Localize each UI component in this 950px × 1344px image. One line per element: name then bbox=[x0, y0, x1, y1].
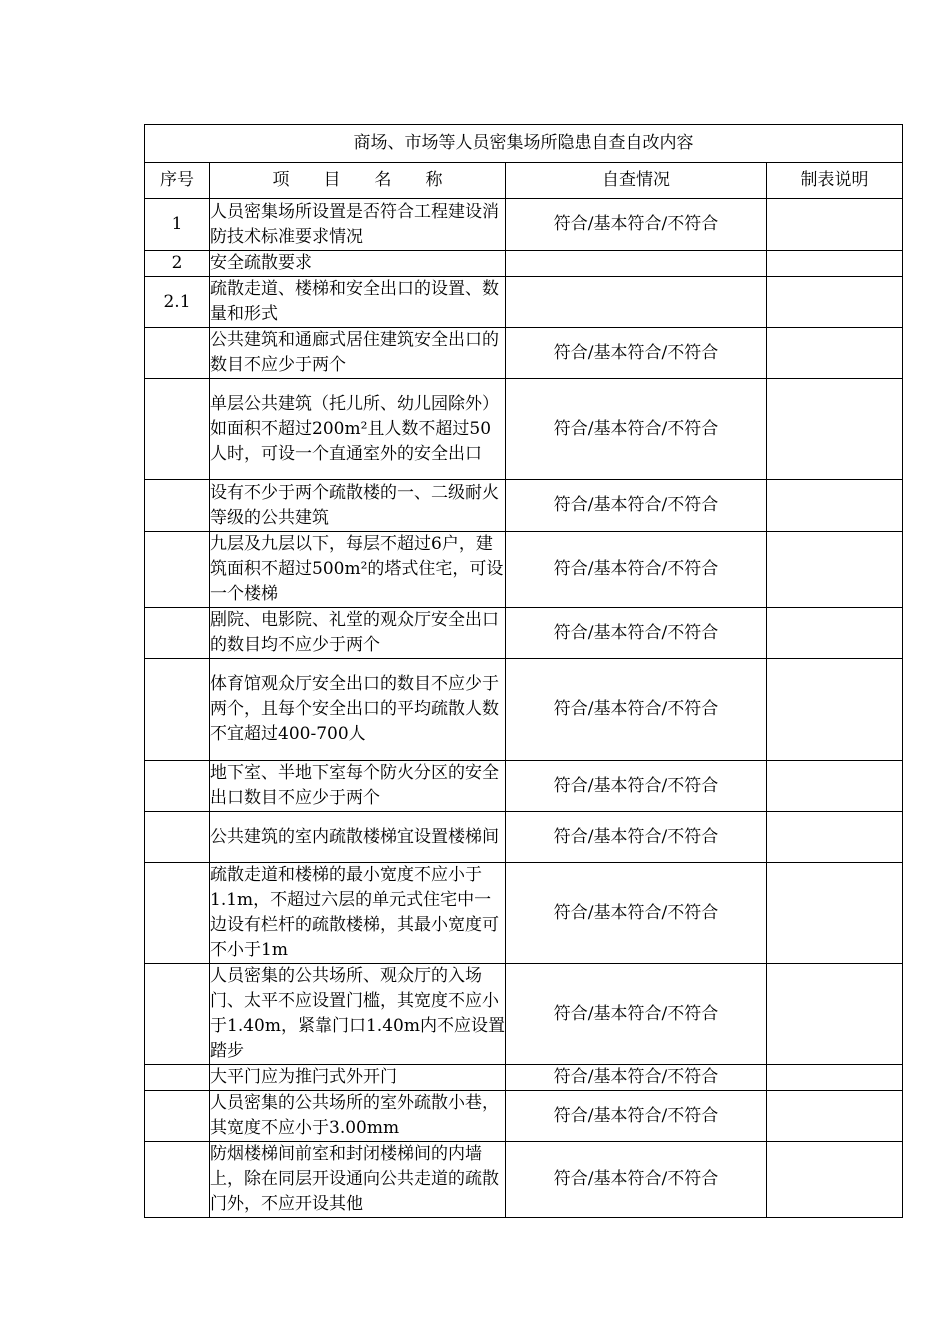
row-no bbox=[145, 1091, 210, 1142]
row-item: 公共建筑的室内疏散楼梯宜设置楼梯间 bbox=[210, 812, 506, 863]
row-note bbox=[767, 277, 903, 328]
row-status: 符合/基本符合/不符合 bbox=[506, 761, 767, 812]
row-status: 符合/基本符合/不符合 bbox=[506, 659, 767, 761]
row-item: 疏散走道、楼梯和安全出口的设置、数量和形式 bbox=[210, 277, 506, 328]
table-row bbox=[145, 761, 903, 812]
table-header-row bbox=[145, 163, 903, 199]
row-item: 安全疏散要求 bbox=[210, 251, 506, 277]
row-status: 符合/基本符合/不符合 bbox=[506, 379, 767, 480]
row-item: 人员密集场所设置是否符合工程建设消防技术标准要求情况 bbox=[210, 199, 506, 251]
table-row bbox=[145, 379, 903, 480]
header-status: 自查情况 bbox=[506, 163, 767, 199]
table-row bbox=[145, 532, 903, 608]
row-status: 符合/基本符合/不符合 bbox=[506, 863, 767, 964]
row-item: 九层及九层以下，每层不超过6户，建筑面积不超过500m²的塔式住宅，可设一个楼梯 bbox=[210, 532, 506, 608]
row-note bbox=[767, 1142, 903, 1218]
row-note bbox=[767, 251, 903, 277]
row-no bbox=[145, 328, 210, 379]
table-row bbox=[145, 480, 903, 532]
row-note bbox=[767, 532, 903, 608]
table-row bbox=[145, 608, 903, 659]
table-row bbox=[145, 1142, 903, 1218]
row-note bbox=[767, 659, 903, 761]
row-no: 2 bbox=[145, 251, 210, 277]
row-item: 地下室、半地下室每个防火分区的安全出口数目不应少于两个 bbox=[210, 761, 506, 812]
row-item: 大平门应为推闩式外开门 bbox=[210, 1065, 506, 1091]
row-no bbox=[145, 761, 210, 812]
table-title: 商场、市场等人员密集场所隐患自查自改内容 bbox=[145, 125, 903, 163]
inspection-table bbox=[144, 124, 903, 1218]
row-status: 符合/基本符合/不符合 bbox=[506, 480, 767, 532]
row-note bbox=[767, 608, 903, 659]
row-no bbox=[145, 964, 210, 1065]
row-item: 剧院、电影院、礼堂的观众厅安全出口的数目均不应少于两个 bbox=[210, 608, 506, 659]
table-row bbox=[145, 277, 903, 328]
row-note bbox=[767, 812, 903, 863]
row-status bbox=[506, 277, 767, 328]
row-note bbox=[767, 761, 903, 812]
table-row bbox=[145, 1065, 903, 1091]
row-status: 符合/基本符合/不符合 bbox=[506, 1142, 767, 1218]
row-note bbox=[767, 328, 903, 379]
row-no bbox=[145, 659, 210, 761]
row-status: 符合/基本符合/不符合 bbox=[506, 328, 767, 379]
row-no: 2.1 bbox=[145, 277, 210, 328]
row-no bbox=[145, 863, 210, 964]
row-note bbox=[767, 480, 903, 532]
row-item: 体育馆观众厅安全出口的数目不应少于两个，且每个安全出口的平均疏散人数不宜超过400-700人 bbox=[210, 659, 506, 761]
row-item: 疏散走道和楼梯的最小宽度不应小于1.1m，不超过六层的单元式住宅中一边设有栏杆的疏散楼梯，其最小宽度可不小于1m bbox=[210, 863, 506, 964]
table-row bbox=[145, 659, 903, 761]
row-item: 单层公共建筑（托儿所、幼儿园除外）如面积不超过200m²且人数不超过50人时，可设一个直通室外的安全出口 bbox=[210, 379, 506, 480]
row-status: 符合/基本符合/不符合 bbox=[506, 1065, 767, 1091]
row-item: 人员密集的公共场所、观众厅的入场门、太平不应设置门槛，其宽度不应小于1.40m，紧靠门口1.40m内不应设置踏步 bbox=[210, 964, 506, 1065]
table-title-row bbox=[145, 125, 903, 163]
row-status: 符合/基本符合/不符合 bbox=[506, 199, 767, 251]
row-note bbox=[767, 964, 903, 1065]
table-row bbox=[145, 812, 903, 863]
row-status: 符合/基本符合/不符合 bbox=[506, 1091, 767, 1142]
row-note bbox=[767, 379, 903, 480]
row-note bbox=[767, 863, 903, 964]
row-no: 1 bbox=[145, 199, 210, 251]
row-status: 符合/基本符合/不符合 bbox=[506, 608, 767, 659]
header-note: 制表说明 bbox=[767, 163, 903, 199]
row-item: 防烟楼梯间前室和封闭楼梯间的内墙上，除在同层开设通向公共走道的疏散门外，不应开设其他 bbox=[210, 1142, 506, 1218]
table-row bbox=[145, 328, 903, 379]
row-item: 设有不少于两个疏散楼的一、二级耐火等级的公共建筑 bbox=[210, 480, 506, 532]
table-row bbox=[145, 1091, 903, 1142]
header-item: 项 目 名 称 bbox=[210, 163, 506, 199]
row-item: 人员密集的公共场所的室外疏散小巷，其宽度不应小于3.00mm bbox=[210, 1091, 506, 1142]
row-note bbox=[767, 199, 903, 251]
row-no bbox=[145, 608, 210, 659]
row-status: 符合/基本符合/不符合 bbox=[506, 964, 767, 1065]
header-no: 序号 bbox=[145, 163, 210, 199]
table-row bbox=[145, 863, 903, 964]
row-no bbox=[145, 812, 210, 863]
table-row bbox=[145, 964, 903, 1065]
row-status bbox=[506, 251, 767, 277]
table-row bbox=[145, 251, 903, 277]
row-item: 公共建筑和通廊式居住建筑安全出口的数目不应少于两个 bbox=[210, 328, 506, 379]
row-status: 符合/基本符合/不符合 bbox=[506, 812, 767, 863]
row-note bbox=[767, 1065, 903, 1091]
row-no bbox=[145, 1142, 210, 1218]
row-no bbox=[145, 532, 210, 608]
row-note bbox=[767, 1091, 903, 1142]
row-no bbox=[145, 1065, 210, 1091]
row-no bbox=[145, 480, 210, 532]
row-status: 符合/基本符合/不符合 bbox=[506, 532, 767, 608]
table-row bbox=[145, 199, 903, 251]
row-no bbox=[145, 379, 210, 480]
